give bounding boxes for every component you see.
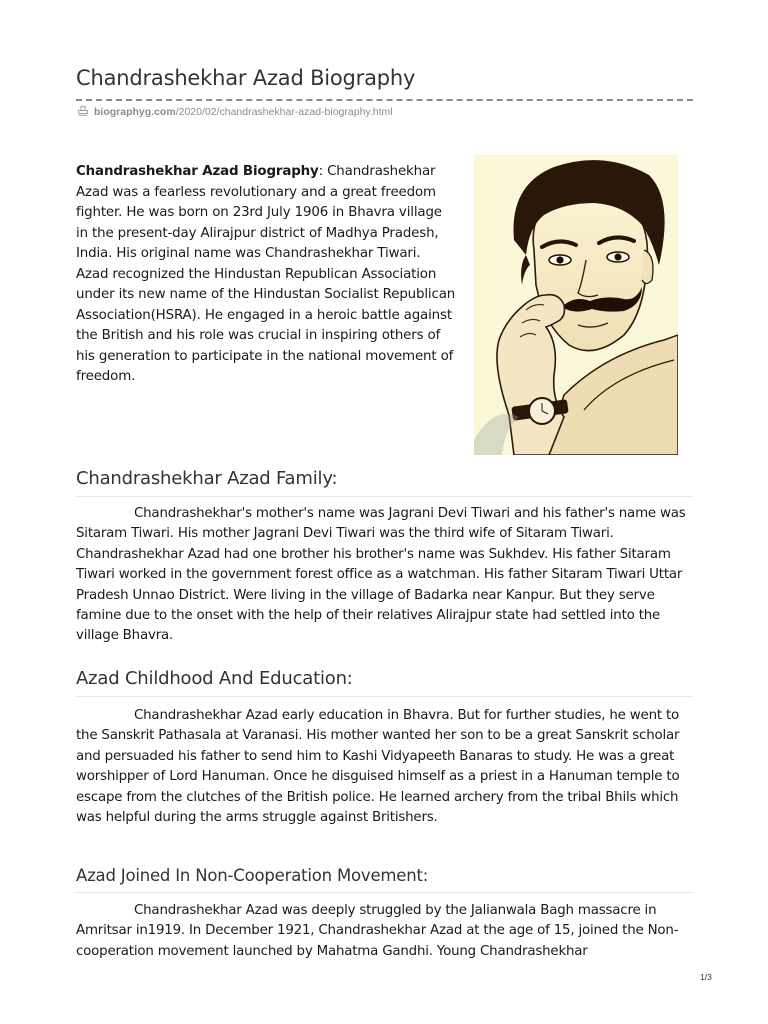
section-body-childhood: Chandrashekhar Azad early education in Bhavra. But for further studies, he went to the Sanskrit Pathasala at Varanasi. His mother wanted her son to be a great Sanskrit scholar and persuaded his father to send him to Kashi Vidyapeeth Banaras to study. He was a great worshipper of Lord Hanuman. Once he disguised himself as a priest in a Hanuman temple to escape from the clutches of the British police. He learned archery from the tribal Bhils which was helpful during the arms struggle against Britishers. xyxy=(76,708,680,826)
intro-paragraph xyxy=(76,162,456,388)
section-divider xyxy=(76,892,693,893)
printer-icon xyxy=(78,106,88,116)
document-title: Chandrashekhar Azad Biography xyxy=(76,66,416,90)
section-heading-family: Chandrashekhar Azad Family: xyxy=(76,468,338,489)
source-domain[interactable]: biographyg.com xyxy=(94,106,176,118)
intro-lead: Chandrashekhar Azad Biography xyxy=(76,164,319,179)
source-url[interactable] xyxy=(78,106,393,118)
section-divider xyxy=(76,496,693,497)
title-divider xyxy=(76,99,693,101)
section-heading-childhood: Azad Childhood And Education: xyxy=(76,668,353,689)
portrait-image xyxy=(474,155,678,455)
portrait-sketch xyxy=(474,155,678,455)
section-body-non-cooperation: Chandrashekhar Azad was deeply struggled by the Jalianwala Bagh massacre in Amritsar in1919. In December 1921, Chandrashekhar Azad at the age of 15, joined the Non-cooperation movement launched by Mahatma Gandhi. Young Chandrashekhar xyxy=(76,903,679,959)
section-body-family: Chandrashekhar's mother's name was Jagrani Devi Tiwari and his father's name was Sitaram Tiwari. His mother Jagrani Devi Tiwari was the third wife of Sitaram Tiwari. Chandrashekhar Azad had one brother his brother's name was Sukhdev. His father Sitaram Tiwari worked in the government forest office as a watchman. His father Sitaram Tiwari Uttar Pradesh Unnao District. Were living in the village of Badarka near Kanpur. But they serve famine due to the onset with the help of their relatives Alirajpur state had settled into the village Bhavra. xyxy=(76,506,686,644)
source-path[interactable]: /2020/02/chandrashekhar-azad-biography.html xyxy=(175,106,393,118)
page-number: 1/3 xyxy=(700,972,712,982)
section-divider xyxy=(76,696,693,697)
intro-text: : Chandrashekhar Azad was a fearless revolutionary and a great freedom fighter. He was born on 23rd July 1906 in Bhavra village in the present-day Alirajpur district of Madhya Pradesh, India. His original name was Chandrashekhar Tiwari. Azad recognized the Hindustan Republican Association under its new name of the Hindustan Socialist Republican Association(HSRA). He engaged in a heroic battle against the British and his role was crucial in inspiring others of his generation to participate in the national movement of freedom. xyxy=(76,164,456,384)
section-heading-non-cooperation: Azad Joined In Non-Cooperation Movement: xyxy=(76,866,429,885)
